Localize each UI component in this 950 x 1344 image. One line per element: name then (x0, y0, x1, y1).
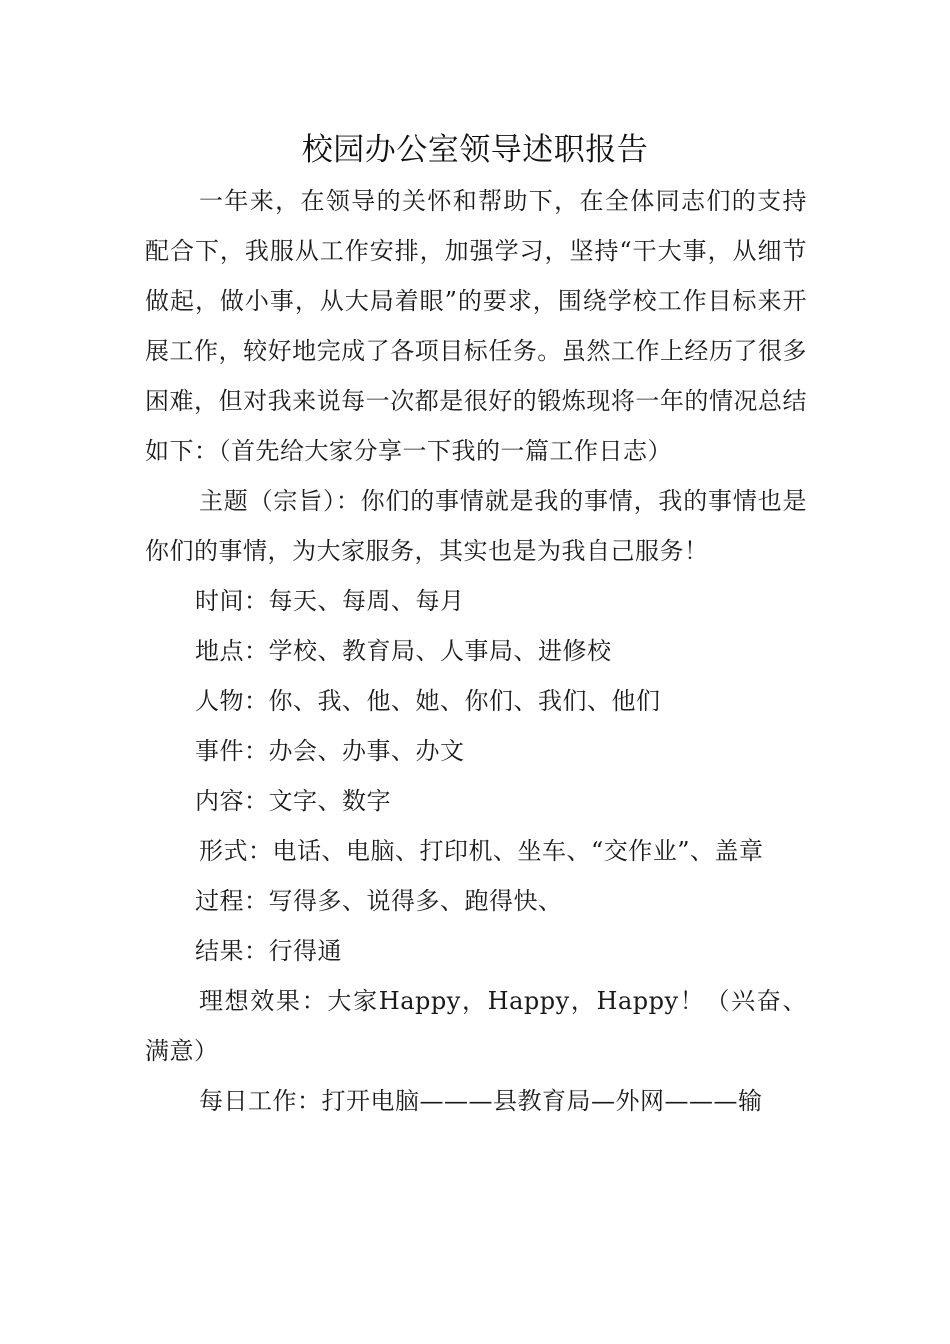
document-body (145, 176, 807, 1126)
result-line: 结果：行得通 (195, 937, 342, 965)
intro-paragraph: 一年来，在领导的关怀和帮助下，在全体同志们的支持配合下，我服从工作安排，加强学习，坚持“干大事，从细节做起，做小事，从大局着眼”的要求，围绕学校工作目标来开展工作，较好地完成了各项目标任务。虽然工作上经历了很多困难，但对我来说每一次都是很好的锻炼现将一年的情况总结如下：（首先给大家分享一下我的一篇工作日志） (145, 187, 807, 465)
daily-paragraph: 每日工作：打开电脑———县教育局—外网———输 (199, 1087, 763, 1115)
ideal-paragraph: 理想效果：大家Happy，Happy，Happy！（兴奋、满意） (145, 987, 807, 1065)
theme-paragraph: 主题（宗旨）：你们的事情就是我的事情，我的事情也是你们的事情，为大家服务，其实也是为我自己服务！ (145, 487, 807, 565)
document-title: 校园办公室领导述职报告 (301, 132, 649, 168)
people-line: 人物：你、我、他、她、你们、我们、他们 (195, 687, 661, 715)
content-line: 内容：文字、数字 (195, 787, 391, 815)
form-paragraph: 形式：电话、电脑、打印机、坐车、“交作业”、盖章 (199, 837, 764, 865)
time-line: 时间：每天、每周、每月 (195, 587, 465, 615)
place-line: 地点：学校、教育局、人事局、进修校 (195, 637, 612, 665)
events-line: 事件：办会、办事、办文 (195, 737, 465, 765)
process-line: 过程：写得多、说得多、跑得快、 (195, 887, 563, 915)
